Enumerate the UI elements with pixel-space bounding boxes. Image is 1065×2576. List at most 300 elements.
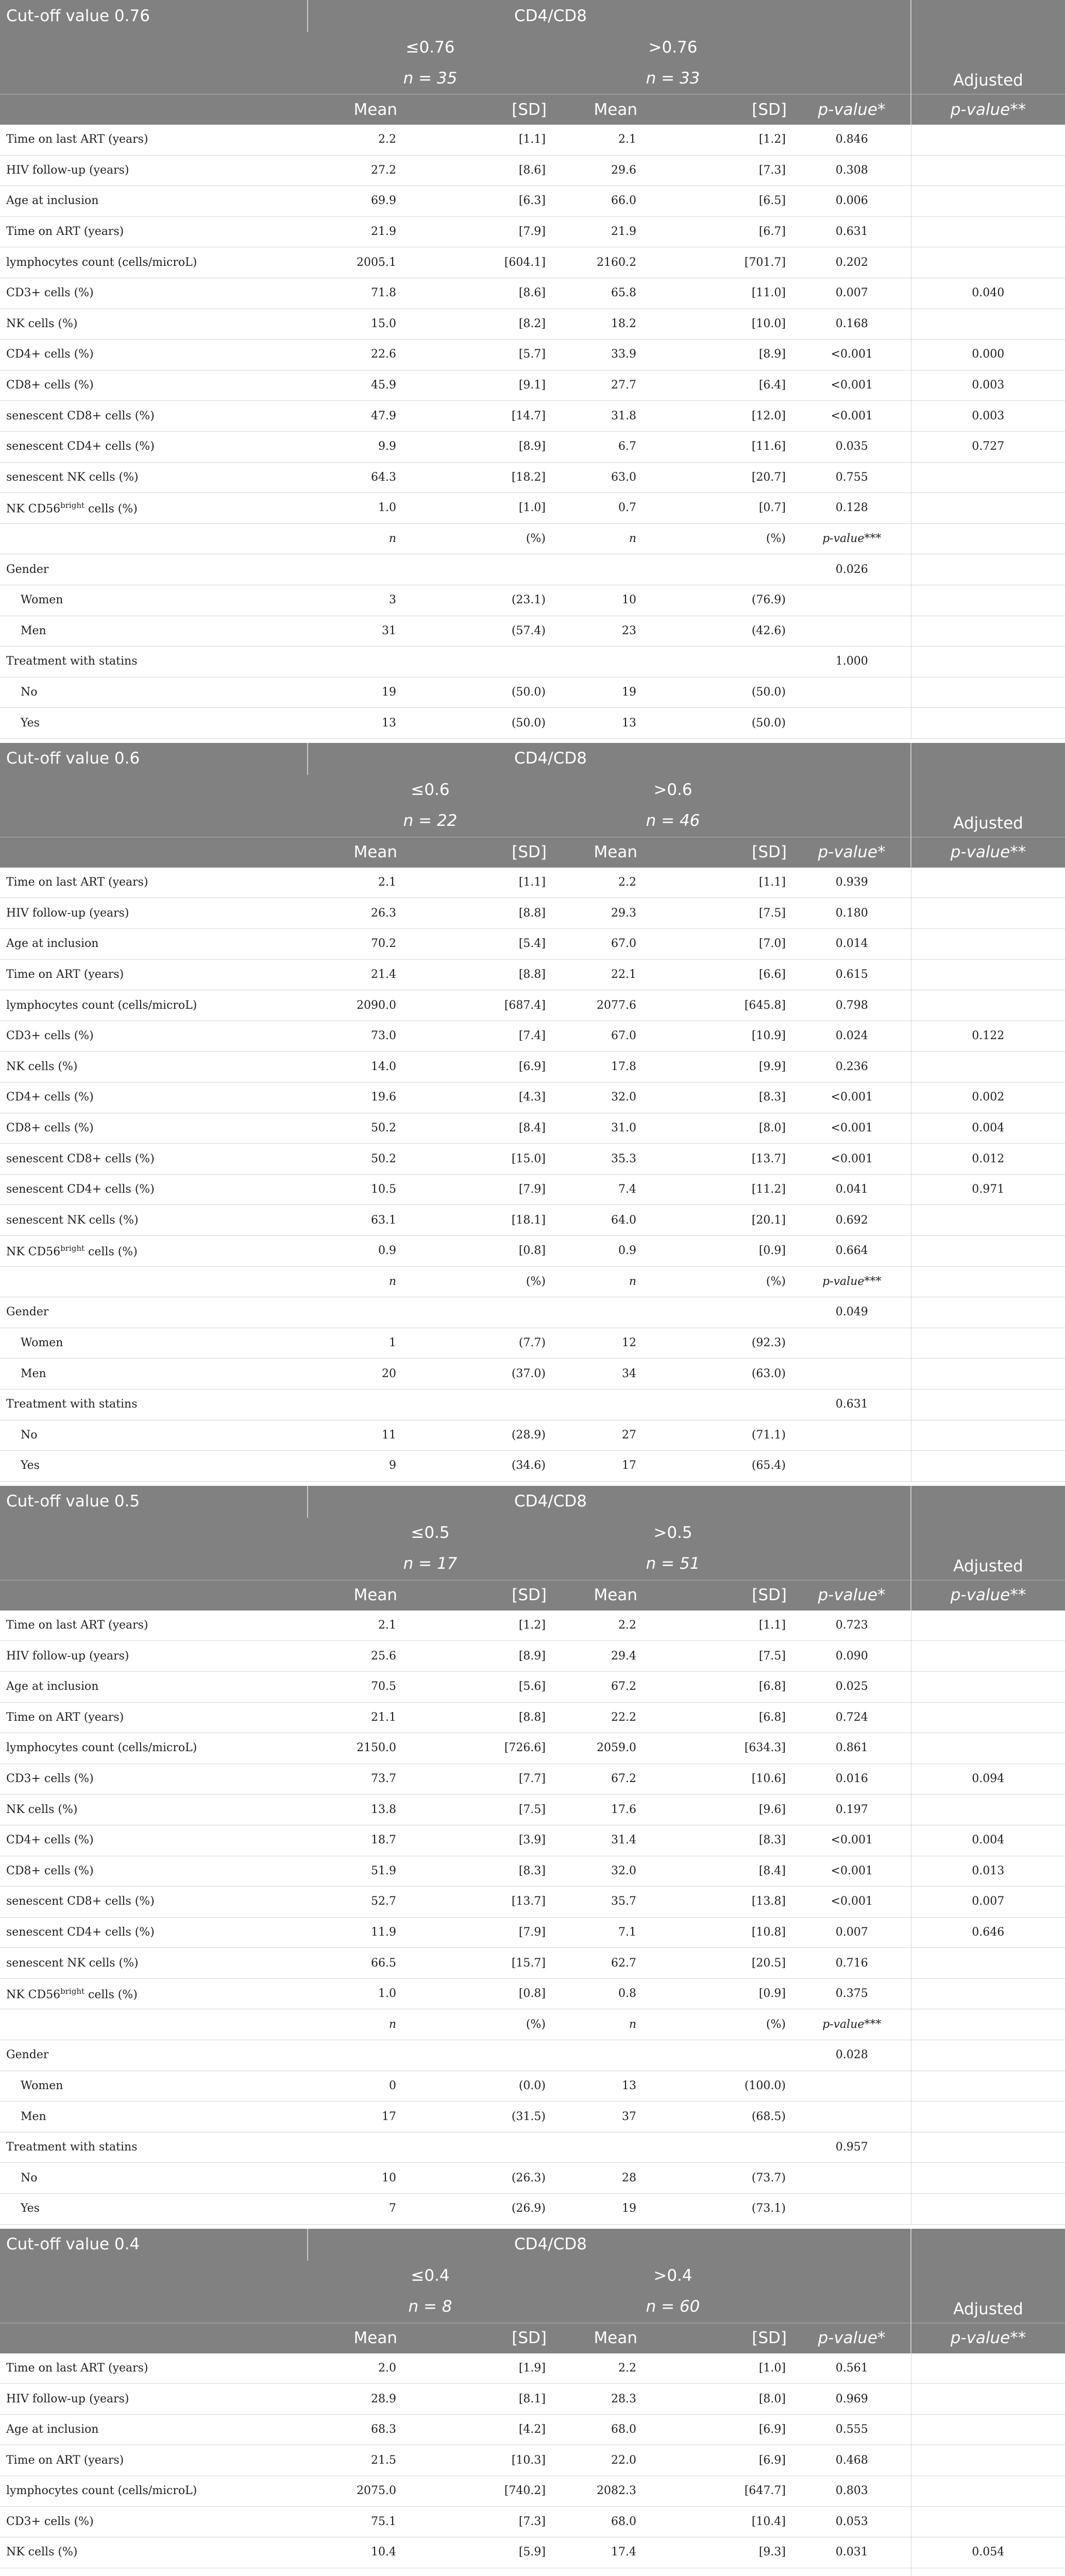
row-label: Time on ART (years) <box>0 216 308 247</box>
pct-low: (50.0) <box>403 677 553 708</box>
p-adjusted <box>911 186 1065 217</box>
sd-high: [9.9] <box>644 1052 793 1082</box>
sd-low: [604.1] <box>403 247 553 278</box>
table-row <box>0 1611 1065 1641</box>
col-mean-low: Mean <box>308 94 403 125</box>
row-label: senescent NK cells (%) <box>0 1948 308 1979</box>
table-row <box>0 1205 1065 1236</box>
p-adjusted: 0.002 <box>911 1082 1065 1113</box>
subcategory-label: Men <box>0 1359 308 1389</box>
p-value: <0.001 <box>793 1082 911 1113</box>
row-label: lymphocytes count (cells/microL) <box>0 1733 308 1764</box>
mean-low: 69.9 <box>308 186 403 217</box>
table-row <box>0 868 1065 898</box>
sd-high: [6.8] <box>644 1671 793 1702</box>
mean-low: 27.2 <box>308 155 403 186</box>
mean-high: 31.0 <box>553 1113 644 1144</box>
sd-high: [20.5] <box>644 1948 793 1979</box>
p-value: 0.716 <box>793 1948 911 1979</box>
n-low: n = 22 <box>308 806 553 837</box>
mean-low: 11.9 <box>308 1917 403 1948</box>
sd-high: [6.5] <box>644 186 793 217</box>
category-group-row <box>0 2040 1065 2071</box>
pct-high: (76.9) <box>644 585 793 616</box>
p-value: <0.001 <box>793 1144 911 1175</box>
sd-low: [5.4] <box>403 929 553 960</box>
mean-high: 27.7 <box>553 370 644 401</box>
p-value: <0.001 <box>793 1887 911 1918</box>
p-adjusted <box>911 1611 1065 1641</box>
sd-high: [1.1] <box>644 1611 793 1641</box>
p-adjusted <box>911 462 1065 493</box>
p-value: 0.007 <box>793 278 911 309</box>
p-value: 0.180 <box>793 898 911 929</box>
cat-p-value-label: p-value*** <box>793 1266 911 1297</box>
col-mean-low: Mean <box>308 1580 403 1611</box>
p-adjusted <box>911 868 1065 898</box>
p-adjusted <box>911 2506 1065 2537</box>
count-low: 20 <box>308 1359 403 1389</box>
mean-high: 68.0 <box>553 2414 644 2445</box>
sd-low: [1.9] <box>403 2353 553 2384</box>
p-value: 0.692 <box>793 1205 911 1236</box>
col-mean-high: Mean <box>553 1580 644 1611</box>
sd-low: [8.8] <box>403 959 553 990</box>
cat-p-value-label: p-value*** <box>793 2009 911 2040</box>
row-label: NK cells (%) <box>0 1052 308 1082</box>
sd-low: [7.5] <box>403 1794 553 1825</box>
sd-high: [7.5] <box>644 1641 793 1672</box>
sd-high: [8.0] <box>644 1113 793 1144</box>
count-low: 17 <box>308 2102 403 2132</box>
sd-high: [6.6] <box>644 959 793 990</box>
sd-low: [7.9] <box>403 1917 553 1948</box>
category-group-row <box>0 1297 1065 1328</box>
p-adjusted <box>911 898 1065 929</box>
cat-n-high: n <box>553 2009 644 2040</box>
p-adjusted <box>911 990 1065 1021</box>
row-label: lymphocytes count (cells/microL) <box>0 990 308 1021</box>
table-row <box>0 2506 1065 2537</box>
mean-low: 73.7 <box>308 1764 403 1794</box>
mean-low: 51.9 <box>308 1856 403 1887</box>
row-label: NK $CD56^{bright}$ cells (%) <box>0 493 308 524</box>
table-row <box>0 2568 1065 2576</box>
row-label: senescent CD8+ cells (%) <box>0 1144 308 1175</box>
table-row <box>0 1420 1065 1451</box>
categorical-header-row <box>0 2009 1065 2040</box>
row-label: HIV follow-up (years) <box>0 1641 308 1672</box>
mean-high: 2077.6 <box>553 990 644 1021</box>
sd-high: [634.3] <box>644 1733 793 1764</box>
mean-low: 14.0 <box>308 1052 403 1082</box>
count-low: 7 <box>308 2194 403 2225</box>
p-value: 0.615 <box>793 959 911 990</box>
table-row <box>0 1052 1065 1082</box>
mean-low: 2.1 <box>308 868 403 898</box>
mean-low: 45.9 <box>308 370 403 401</box>
cat-n-low: n <box>308 1266 403 1297</box>
row-label: senescent CD8+ cells (%) <box>0 401 308 432</box>
table-row <box>0 1887 1065 1918</box>
mean-low: 2005.1 <box>308 247 403 278</box>
category-label: Gender <box>0 1297 308 1328</box>
row-label: Time on last ART (years) <box>0 868 308 898</box>
p-adjusted <box>911 2414 1065 2445</box>
table-row <box>0 1794 1065 1825</box>
sd-low: [687.4] <box>403 990 553 1021</box>
category-group-row <box>0 647 1065 677</box>
n-low: n = 8 <box>308 2292 553 2323</box>
sd-high: [11.0] <box>644 278 793 309</box>
pct-low: (31.5) <box>403 2102 553 2132</box>
mean-low: 50.2 <box>308 1144 403 1175</box>
col-sd-high: [SD] <box>644 837 793 868</box>
table-row <box>0 1702 1065 1733</box>
sd-low: [726.6] <box>403 1733 553 1764</box>
n-high: n = 33 <box>553 63 793 94</box>
subcategory-label: No <box>0 677 308 708</box>
p-value: 0.631 <box>793 216 911 247</box>
sd-low: [14.7] <box>403 401 553 432</box>
p-value: <0.001 <box>793 370 911 401</box>
sd-high: [8.3] <box>644 1082 793 1113</box>
table-row <box>0 278 1065 309</box>
p-value: 0.664 <box>793 1236 911 1267</box>
mean-low: 50.2 <box>308 1113 403 1144</box>
mean-high: 2.1 <box>553 125 644 155</box>
p-adjusted <box>911 493 1065 524</box>
p-value: 0.168 <box>793 309 911 340</box>
p-adjusted <box>911 1733 1065 1764</box>
table-row <box>0 431 1065 462</box>
cat-pct-high: (%) <box>644 2009 793 2040</box>
adjusted-label: Adjusted <box>911 1518 1065 1580</box>
cat-n-high: n <box>553 1266 644 1297</box>
mean-low: 73.0 <box>308 1021 403 1052</box>
p-adjusted: 0.007 <box>911 1887 1065 1918</box>
mean-low: 63.1 <box>308 1205 403 1236</box>
row-label: CD8+ cells (%) <box>0 1113 308 1144</box>
table-row <box>0 186 1065 217</box>
subcategory-label: Yes <box>0 1451 308 1482</box>
p-adjusted <box>911 1948 1065 1979</box>
category-p-value: 0.957 <box>793 2132 911 2163</box>
p-adjusted <box>911 2568 1065 2576</box>
cutoff-title: Cut-off value 0.6 <box>0 743 308 775</box>
table-row <box>0 1856 1065 1887</box>
mean-low: 21.1 <box>308 1702 403 1733</box>
p-value: 0.846 <box>793 125 911 155</box>
table-row <box>0 959 1065 990</box>
p-value: 0.053 <box>793 2506 911 2537</box>
p-value: <0.001 <box>793 1825 911 1856</box>
count-high: 13 <box>553 2071 644 2102</box>
mean-low: 18.7 <box>308 1825 403 1856</box>
cat-p-value-label: p-value*** <box>793 523 911 554</box>
mean-high: 68.0 <box>553 2506 644 2537</box>
sd-low: [7.4] <box>403 1021 553 1052</box>
p-adjusted: 0.013 <box>911 1856 1065 1887</box>
mean-high: 22.2 <box>553 1702 644 1733</box>
sd-low: [9.1] <box>403 370 553 401</box>
mean-high: 18.2 <box>553 309 644 340</box>
mean-low: 9.9 <box>308 431 403 462</box>
row-label: CD3+ cells (%) <box>0 2506 308 2537</box>
cat-pct-high: (%) <box>644 1266 793 1297</box>
mean-high: 2059.0 <box>553 1733 644 1764</box>
p-value: 0.006 <box>793 186 911 217</box>
mean-high: 22.0 <box>553 2445 644 2476</box>
table-row <box>0 616 1065 647</box>
mean-low <box>308 2568 403 2576</box>
category-group-row <box>0 554 1065 585</box>
p-value: <0.001 <box>793 401 911 432</box>
mean-low: 47.9 <box>308 401 403 432</box>
count-high: 19 <box>553 677 644 708</box>
subcategory-label: No <box>0 2163 308 2194</box>
mean-high: 67.0 <box>553 1021 644 1052</box>
row-label: CD4+ cells (%) <box>0 340 308 370</box>
p-adjusted: 0.122 <box>911 1021 1065 1052</box>
mean-high: 6.7 <box>553 431 644 462</box>
col-sd-high: [SD] <box>644 1580 793 1611</box>
mean-high: 2.2 <box>553 868 644 898</box>
row-label: CD4+ cells (%) <box>0 1082 308 1113</box>
row-label <box>0 2568 308 2576</box>
sd-high: [9.3] <box>644 2537 793 2568</box>
p-value: 0.555 <box>793 2414 911 2445</box>
sd-high: [13.7] <box>644 1144 793 1175</box>
sd-low: [7.3] <box>403 2506 553 2537</box>
sd-low: [0.8] <box>403 1978 553 2009</box>
count-low: 31 <box>308 616 403 647</box>
mean-high: 22.1 <box>553 959 644 990</box>
mean-high: 62.7 <box>553 1948 644 1979</box>
mean-low: 2.2 <box>308 125 403 155</box>
sd-low: [6.3] <box>403 186 553 217</box>
adjusted-label: Adjusted <box>911 2261 1065 2323</box>
table-row <box>0 708 1065 739</box>
p-adjusted: 0.012 <box>911 1144 1065 1175</box>
p-value: 0.090 <box>793 1641 911 1672</box>
col-sd-low: [SD] <box>403 94 553 125</box>
p-value: 0.468 <box>793 2445 911 2476</box>
mean-high: 66.0 <box>553 186 644 217</box>
col-p-adjusted: p-value** <box>911 837 1065 868</box>
p-value: 0.755 <box>793 462 911 493</box>
mean-high: 0.7 <box>553 493 644 524</box>
row-label: HIV follow-up (years) <box>0 898 308 929</box>
sd-low: [0.8] <box>403 1236 553 1267</box>
row-label: NK cells (%) <box>0 1794 308 1825</box>
sd-low: [8.2] <box>403 309 553 340</box>
p-adjusted <box>911 1671 1065 1702</box>
count-low: 10 <box>308 2163 403 2194</box>
sd-high: [9.6] <box>644 1794 793 1825</box>
col-mean-low: Mean <box>308 2323 403 2353</box>
table-row <box>0 309 1065 340</box>
p-adjusted <box>911 1702 1065 1733</box>
table-row <box>0 462 1065 493</box>
cutoff-title: Cut-off value 0.4 <box>0 2229 308 2261</box>
cat-pct-high: (%) <box>644 523 793 554</box>
subcategory-label: Women <box>0 2071 308 2102</box>
subcategory-label: No <box>0 1420 308 1451</box>
p-value: 0.014 <box>793 929 911 960</box>
sd-high: [6.8] <box>644 1702 793 1733</box>
subcategory-label: Men <box>0 2102 308 2132</box>
pct-high: (50.0) <box>644 677 793 708</box>
mean-low: 64.3 <box>308 462 403 493</box>
sd-low: [13.7] <box>403 1887 553 1918</box>
mean-high: 0.9 <box>553 1236 644 1267</box>
p-adjusted: 0.094 <box>911 1764 1065 1794</box>
table-row <box>0 216 1065 247</box>
sd-high: [1.0] <box>644 2353 793 2384</box>
count-high: 10 <box>553 585 644 616</box>
table-row <box>0 2476 1065 2507</box>
mean-low: 2090.0 <box>308 990 403 1021</box>
col-sd-high: [SD] <box>644 2323 793 2353</box>
mean-low: 2.1 <box>308 1611 403 1641</box>
category-label: Treatment with statins <box>0 1389 308 1420</box>
p-value: 0.561 <box>793 2353 911 2384</box>
row-label: lymphocytes count (cells/microL) <box>0 247 308 278</box>
table-row <box>0 1641 1065 1672</box>
count-low: 3 <box>308 585 403 616</box>
sd-low: [8.6] <box>403 278 553 309</box>
p-adjusted <box>911 216 1065 247</box>
sd-high: [12.0] <box>644 401 793 432</box>
p-value: 0.025 <box>793 1671 911 1702</box>
n-high: n = 51 <box>553 1549 793 1580</box>
mean-low: 26.3 <box>308 898 403 929</box>
table-row <box>0 990 1065 1021</box>
mean-low: 22.6 <box>308 340 403 370</box>
sd-high: [10.4] <box>644 2506 793 2537</box>
p-adjusted <box>911 2384 1065 2415</box>
table-row <box>0 2194 1065 2225</box>
category-p-value: 0.028 <box>793 2040 911 2071</box>
row-label: NK $CD56^{bright}$ cells (%) <box>0 1236 308 1267</box>
col-sd-low: [SD] <box>403 837 553 868</box>
p-value: 0.024 <box>793 1021 911 1052</box>
count-high: 23 <box>553 616 644 647</box>
table-row <box>0 2102 1065 2132</box>
p-value: 0.861 <box>793 1733 911 1764</box>
table-row <box>0 1917 1065 1948</box>
mean-high: 7.4 <box>553 1174 644 1205</box>
mean-high: 29.4 <box>553 1641 644 1672</box>
mean-low: 71.8 <box>308 278 403 309</box>
table-row <box>0 2384 1065 2415</box>
mean-low: 70.5 <box>308 1671 403 1702</box>
count-high: 17 <box>553 1451 644 1482</box>
row-label: senescent NK cells (%) <box>0 1205 308 1236</box>
pct-high: (73.7) <box>644 2163 793 2194</box>
table-row <box>0 929 1065 960</box>
n-low: n = 17 <box>308 1549 553 1580</box>
p-value: 0.308 <box>793 155 911 186</box>
row-label: CD3+ cells (%) <box>0 278 308 309</box>
row-label: CD8+ cells (%) <box>0 1856 308 1887</box>
row-label: Age at inclusion <box>0 929 308 960</box>
table-row <box>0 1948 1065 1979</box>
table-row <box>0 2445 1065 2476</box>
p-value: <0.001 <box>793 340 911 370</box>
adjusted-label: Adjusted <box>911 32 1065 94</box>
sd-low: [8.8] <box>403 898 553 929</box>
table-row <box>0 2537 1065 2568</box>
subcategory-label: Yes <box>0 708 308 739</box>
sd-low: [8.9] <box>403 1641 553 1672</box>
mean-high: 67.2 <box>553 1671 644 1702</box>
category-group-row <box>0 2132 1065 2163</box>
p-value: 0.035 <box>793 431 911 462</box>
group-high-label: >0.4 <box>553 2261 793 2292</box>
p-value: 0.724 <box>793 1702 911 1733</box>
cat-n-low: n <box>308 2009 403 2040</box>
sd-high: [8.9] <box>644 340 793 370</box>
pct-low: (7.7) <box>403 1328 553 1359</box>
sd-high: [11.6] <box>644 431 793 462</box>
mean-high: 32.0 <box>553 1856 644 1887</box>
sd-low <box>403 2568 553 2576</box>
row-label: CD3+ cells (%) <box>0 1021 308 1052</box>
cutoff-table <box>0 1486 1065 2225</box>
p-adjusted: 0.003 <box>911 401 1065 432</box>
n-high: n = 46 <box>553 806 793 837</box>
subcategory-label: Men <box>0 616 308 647</box>
col-sd-high: [SD] <box>644 94 793 125</box>
table-row <box>0 1144 1065 1175</box>
col-p-adjusted: p-value** <box>911 94 1065 125</box>
p-value: 0.128 <box>793 493 911 524</box>
sd-low: [8.6] <box>403 155 553 186</box>
table-row <box>0 1359 1065 1389</box>
pct-high: (65.4) <box>644 1451 793 1482</box>
p-value: 0.236 <box>793 1052 911 1082</box>
categorical-header-row <box>0 523 1065 554</box>
mean-low: 21.5 <box>308 2445 403 2476</box>
row-label: NK cells (%) <box>0 2537 308 2568</box>
mean-high: 2082.3 <box>553 2476 644 2507</box>
p-value: 0.939 <box>793 868 911 898</box>
p-adjusted <box>911 2445 1065 2476</box>
pct-low: (23.1) <box>403 585 553 616</box>
mean-low: 0.9 <box>308 1236 403 1267</box>
mean-low: 1.0 <box>308 493 403 524</box>
sd-high: [645.8] <box>644 990 793 1021</box>
sd-low: [5.9] <box>403 2537 553 2568</box>
sd-high: [13.8] <box>644 1887 793 1918</box>
col-p-value: p-value* <box>793 1580 911 1611</box>
p-adjusted: 0.004 <box>911 1825 1065 1856</box>
table-row <box>0 1825 1065 1856</box>
p-adjusted <box>911 309 1065 340</box>
table-row <box>0 677 1065 708</box>
pct-high: (68.5) <box>644 2102 793 2132</box>
row-label: senescent NK cells (%) <box>0 462 308 493</box>
col-p-adjusted: p-value** <box>911 1580 1065 1611</box>
table-row <box>0 898 1065 929</box>
subcategory-label: Yes <box>0 2194 308 2225</box>
mean-low: 2075.0 <box>308 2476 403 2507</box>
col-p-value: p-value* <box>793 2323 911 2353</box>
pct-high: (92.3) <box>644 1328 793 1359</box>
p-adjusted: 0.727 <box>911 431 1065 462</box>
